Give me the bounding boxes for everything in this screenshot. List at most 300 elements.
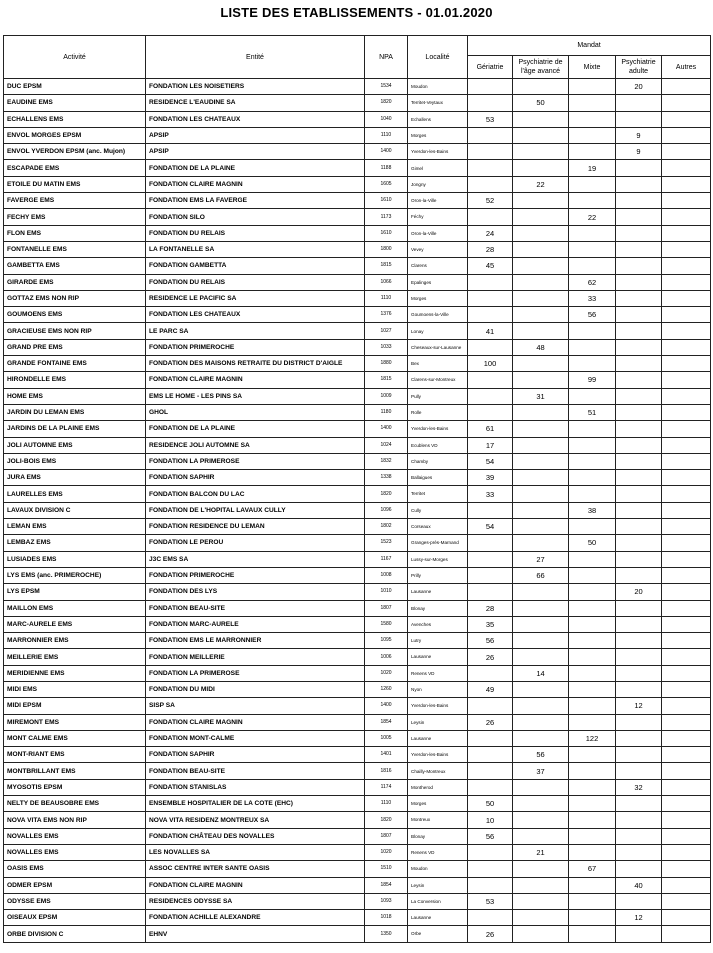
- table-row: [4, 209, 711, 225]
- psychiatrie-adulte-cell: [616, 861, 662, 877]
- table-row: [4, 258, 711, 274]
- npa-cell: 1174: [365, 779, 408, 795]
- psychiatrie-age-avance-cell: 31: [513, 388, 569, 404]
- npa-cell: 1096: [365, 502, 408, 518]
- mixte-cell: 19: [569, 160, 616, 176]
- entite-cell: FONDATION LA PRIMEROSE: [146, 453, 365, 469]
- autres-cell: [662, 193, 711, 209]
- psychiatrie-age-avance-cell: [513, 241, 569, 257]
- mixte-cell: 38: [569, 502, 616, 518]
- geriatrie-cell: 49: [468, 681, 513, 697]
- activite-cell: LYS EPSM: [4, 584, 146, 600]
- psychiatrie-adulte-cell: [616, 193, 662, 209]
- psychiatrie-age-avance-cell: [513, 193, 569, 209]
- autres-cell: [662, 519, 711, 535]
- localite-cell: Corseaux: [408, 519, 468, 535]
- geriatrie-cell: 53: [468, 893, 513, 909]
- npa-cell: 1610: [365, 225, 408, 241]
- localite-cell: Lausanne: [408, 584, 468, 600]
- npa-cell: 1024: [365, 437, 408, 453]
- mixte-cell: [569, 79, 616, 95]
- psychiatrie-age-avance-cell: 50: [513, 95, 569, 111]
- psychiatrie-adulte-cell: [616, 600, 662, 616]
- localite-cell: Pully: [408, 388, 468, 404]
- entite-cell: FONDATION STANISLAS: [146, 779, 365, 795]
- autres-cell: [662, 747, 711, 763]
- entite-cell: ENSEMBLE HOSPITALIER DE LA COTE (EHC): [146, 796, 365, 812]
- psychiatrie-adulte-cell: [616, 730, 662, 746]
- psychiatrie-adulte-cell: [616, 502, 662, 518]
- mixte-cell: 56: [569, 307, 616, 323]
- activite-cell: LAURELLES EMS: [4, 486, 146, 502]
- table-row: [4, 486, 711, 502]
- autres-cell: [662, 633, 711, 649]
- mixte-cell: [569, 519, 616, 535]
- entite-cell: FONDATION BALCON DU LAC: [146, 486, 365, 502]
- entite-cell: FONDATION GAMBETTA: [146, 258, 365, 274]
- autres-cell: [662, 828, 711, 844]
- table-row: [4, 633, 711, 649]
- localite-cell: Cully: [408, 502, 468, 518]
- activite-cell: JURA EMS: [4, 470, 146, 486]
- npa-cell: 1005: [365, 730, 408, 746]
- localite-cell: Morges: [408, 796, 468, 812]
- activite-cell: ENVOL YVERDON EPSM (anc. Mujon): [4, 144, 146, 160]
- geriatrie-cell: [468, 95, 513, 111]
- localite-cell: Féchy: [408, 209, 468, 225]
- geriatrie-cell: 56: [468, 633, 513, 649]
- psychiatrie-age-avance-cell: [513, 926, 569, 942]
- localite-cell: Jongny: [408, 176, 468, 192]
- psychiatrie-age-avance-cell: 66: [513, 567, 569, 583]
- table-row: [4, 584, 711, 600]
- localite-cell: Leysin: [408, 714, 468, 730]
- localite-cell: Yverdon-les-Bains: [408, 747, 468, 763]
- activite-cell: LYS EMS (anc. PRIMEROCHE): [4, 567, 146, 583]
- geriatrie-cell: 24: [468, 225, 513, 241]
- geriatrie-cell: 33: [468, 486, 513, 502]
- psychiatrie-adulte-cell: [616, 176, 662, 192]
- npa-cell: 1093: [365, 893, 408, 909]
- autres-cell: [662, 877, 711, 893]
- psychiatrie-age-avance-cell: [513, 616, 569, 632]
- npa-cell: 1820: [365, 95, 408, 111]
- localite-cell: Clarens-sur-Montreux: [408, 372, 468, 388]
- mixte-cell: [569, 388, 616, 404]
- entite-cell: FONDATION LES CHATEAUX: [146, 307, 365, 323]
- table-row: [4, 356, 711, 372]
- autres-cell: [662, 649, 711, 665]
- psychiatrie-age-avance-cell: [513, 649, 569, 665]
- autres-cell: [662, 665, 711, 681]
- autres-cell: [662, 486, 711, 502]
- geriatrie-cell: 54: [468, 453, 513, 469]
- autres-cell: [662, 176, 711, 192]
- psychiatrie-adulte-cell: [616, 535, 662, 551]
- npa-cell: 1173: [365, 209, 408, 225]
- psychiatrie-age-avance-cell: [513, 470, 569, 486]
- psychiatrie-adulte-cell: [616, 812, 662, 828]
- mixte-cell: [569, 111, 616, 127]
- activite-cell: GOTTAZ EMS NON RIP: [4, 290, 146, 306]
- psychiatrie-age-avance-cell: [513, 356, 569, 372]
- psychiatrie-age-avance-cell: [513, 828, 569, 844]
- table-row: [4, 372, 711, 388]
- psychiatrie-adulte-cell: [616, 421, 662, 437]
- localite-cell: Oron-la-Ville: [408, 225, 468, 241]
- mixte-cell: [569, 698, 616, 714]
- activite-cell: GRACIEUSE EMS NON RIP: [4, 323, 146, 339]
- geriatrie-cell: [468, 144, 513, 160]
- mixte-cell: [569, 633, 616, 649]
- mixte-cell: [569, 877, 616, 893]
- header-autres: Autres: [662, 56, 711, 79]
- mixte-cell: [569, 796, 616, 812]
- geriatrie-cell: [468, 339, 513, 355]
- table-row: [4, 388, 711, 404]
- autres-cell: [662, 79, 711, 95]
- mixte-cell: [569, 747, 616, 763]
- table-row: [4, 241, 711, 257]
- table-row: [4, 274, 711, 290]
- autres-cell: [662, 584, 711, 600]
- psychiatrie-adulte-cell: [616, 893, 662, 909]
- npa-cell: 1008: [365, 567, 408, 583]
- localite-cell: Yverdon-les-Bains: [408, 421, 468, 437]
- activite-cell: ESCAPADE EMS: [4, 160, 146, 176]
- psychiatrie-adulte-cell: [616, 453, 662, 469]
- geriatrie-cell: [468, 584, 513, 600]
- activite-cell: ENVOL MORGES EPSM: [4, 127, 146, 143]
- header-npa: NPA: [365, 36, 408, 79]
- localite-cell: La Conversion: [408, 893, 468, 909]
- table-row: [4, 649, 711, 665]
- psychiatrie-adulte-cell: [616, 681, 662, 697]
- mixte-cell: [569, 763, 616, 779]
- psychiatrie-age-avance-cell: [513, 535, 569, 551]
- npa-cell: 1260: [365, 681, 408, 697]
- psychiatrie-adulte-cell: 12: [616, 910, 662, 926]
- npa-cell: 1040: [365, 111, 408, 127]
- table-row: [4, 698, 711, 714]
- geriatrie-cell: [468, 290, 513, 306]
- autres-cell: [662, 209, 711, 225]
- activite-cell: NOVA VITA EMS NON RIP: [4, 812, 146, 828]
- npa-cell: 1066: [365, 274, 408, 290]
- mixte-cell: 50: [569, 535, 616, 551]
- mixte-cell: [569, 258, 616, 274]
- psychiatrie-adulte-cell: [616, 551, 662, 567]
- psychiatrie-adulte-cell: [616, 225, 662, 241]
- npa-cell: 1188: [365, 160, 408, 176]
- table-row: [4, 502, 711, 518]
- mixte-cell: 67: [569, 861, 616, 877]
- npa-cell: 1110: [365, 127, 408, 143]
- mixte-cell: [569, 144, 616, 160]
- activite-cell: NOVALLES EMS: [4, 844, 146, 860]
- geriatrie-cell: 10: [468, 812, 513, 828]
- activite-cell: LEMAN EMS: [4, 519, 146, 535]
- activite-cell: OISEAUX EPSM: [4, 910, 146, 926]
- entite-cell: FONDATION DE LA PLAINE: [146, 421, 365, 437]
- npa-cell: 1832: [365, 453, 408, 469]
- psychiatrie-adulte-cell: [616, 649, 662, 665]
- autres-cell: [662, 453, 711, 469]
- psychiatrie-adulte-cell: [616, 372, 662, 388]
- activite-cell: ODYSSE EMS: [4, 893, 146, 909]
- autres-cell: [662, 763, 711, 779]
- psychiatrie-age-avance-cell: [513, 111, 569, 127]
- mixte-cell: [569, 339, 616, 355]
- npa-cell: 1523: [365, 535, 408, 551]
- table-row: [4, 730, 711, 746]
- npa-cell: 1006: [365, 649, 408, 665]
- localite-cell: Morges: [408, 127, 468, 143]
- npa-cell: 1009: [365, 388, 408, 404]
- activite-cell: GIRARDE EMS: [4, 274, 146, 290]
- localite-cell: Renens VD: [408, 844, 468, 860]
- psychiatrie-adulte-cell: 40: [616, 877, 662, 893]
- autres-cell: [662, 502, 711, 518]
- establishments-table: [3, 35, 711, 943]
- activite-cell: JOLI AUTOMNE EMS: [4, 437, 146, 453]
- psychiatrie-adulte-cell: [616, 111, 662, 127]
- geriatrie-cell: [468, 307, 513, 323]
- header-activite: Activité: [4, 36, 146, 79]
- psychiatrie-adulte-cell: 9: [616, 127, 662, 143]
- entite-cell: FONDATION CLAIRE MAGNIN: [146, 877, 365, 893]
- psychiatrie-age-avance-cell: [513, 144, 569, 160]
- psychiatrie-adulte-cell: [616, 356, 662, 372]
- table-row: [4, 926, 711, 942]
- activite-cell: MEILLERIE EMS: [4, 649, 146, 665]
- table-body: [4, 79, 711, 943]
- npa-cell: 1018: [365, 910, 408, 926]
- psychiatrie-age-avance-cell: 37: [513, 763, 569, 779]
- entite-cell: FONDATION LES NOISETIERS: [146, 79, 365, 95]
- geriatrie-cell: 28: [468, 241, 513, 257]
- entite-cell: LA FONTANELLE SA: [146, 241, 365, 257]
- psychiatrie-age-avance-cell: [513, 437, 569, 453]
- geriatrie-cell: 52: [468, 193, 513, 209]
- psychiatrie-adulte-cell: 32: [616, 779, 662, 795]
- header-entite: Entité: [146, 36, 365, 79]
- npa-cell: 1816: [365, 763, 408, 779]
- mixte-cell: [569, 95, 616, 111]
- table-row: [4, 779, 711, 795]
- mixte-cell: [569, 225, 616, 241]
- activite-cell: HIRONDELLE EMS: [4, 372, 146, 388]
- activite-cell: MARRONNIER EMS: [4, 633, 146, 649]
- geriatrie-cell: [468, 176, 513, 192]
- localite-cell: Oron-la-Ville: [408, 193, 468, 209]
- geriatrie-cell: [468, 127, 513, 143]
- localite-cell: Goumoens-la-Ville: [408, 307, 468, 323]
- psychiatrie-age-avance-cell: [513, 600, 569, 616]
- npa-cell: 1095: [365, 633, 408, 649]
- autres-cell: [662, 290, 711, 306]
- psychiatrie-adulte-cell: [616, 290, 662, 306]
- entite-cell: LE PARC SA: [146, 323, 365, 339]
- mixte-cell: [569, 926, 616, 942]
- table-row: [4, 225, 711, 241]
- header-localite: Localité: [408, 36, 468, 79]
- psychiatrie-age-avance-cell: [513, 290, 569, 306]
- activite-cell: MIREMONT EMS: [4, 714, 146, 730]
- psychiatrie-age-avance-cell: [513, 404, 569, 420]
- activite-cell: DUC EPSM: [4, 79, 146, 95]
- activite-cell: GOUMOENS EMS: [4, 307, 146, 323]
- npa-cell: 1180: [365, 404, 408, 420]
- localite-cell: Renens VD: [408, 665, 468, 681]
- table-row: [4, 339, 711, 355]
- table-row: [4, 877, 711, 893]
- localite-cell: Lausanne: [408, 910, 468, 926]
- activite-cell: GAMBETTA EMS: [4, 258, 146, 274]
- autres-cell: [662, 714, 711, 730]
- geriatrie-cell: [468, 372, 513, 388]
- activite-cell: MERIDIENNE EMS: [4, 665, 146, 681]
- geriatrie-cell: [468, 779, 513, 795]
- mixte-cell: 33: [569, 290, 616, 306]
- psychiatrie-adulte-cell: 20: [616, 584, 662, 600]
- npa-cell: 1110: [365, 796, 408, 812]
- mixte-cell: [569, 470, 616, 486]
- npa-cell: 1110: [365, 290, 408, 306]
- localite-cell: Avenches: [408, 616, 468, 632]
- entite-cell: GHOL: [146, 404, 365, 420]
- autres-cell: [662, 698, 711, 714]
- header-geriatrie: Gériatrie: [468, 56, 513, 79]
- npa-cell: 1510: [365, 861, 408, 877]
- entite-cell: J3C EMS SA: [146, 551, 365, 567]
- psychiatrie-adulte-cell: [616, 307, 662, 323]
- psychiatrie-age-avance-cell: 21: [513, 844, 569, 860]
- table-row: [4, 893, 711, 909]
- localite-cell: Epalinges: [408, 274, 468, 290]
- psychiatrie-adulte-cell: [616, 160, 662, 176]
- table-row: [4, 127, 711, 143]
- autres-cell: [662, 861, 711, 877]
- entite-cell: RESIDENCE L'EAUDINE SA: [146, 95, 365, 111]
- localite-cell: Blonay: [408, 828, 468, 844]
- mixte-cell: [569, 551, 616, 567]
- geriatrie-cell: [468, 79, 513, 95]
- autres-cell: [662, 779, 711, 795]
- table-row: [4, 747, 711, 763]
- mixte-cell: [569, 665, 616, 681]
- psychiatrie-adulte-cell: [616, 665, 662, 681]
- autres-cell: [662, 730, 711, 746]
- table-row: [4, 421, 711, 437]
- geriatrie-cell: [468, 763, 513, 779]
- mixte-cell: [569, 812, 616, 828]
- npa-cell: 1534: [365, 79, 408, 95]
- psychiatrie-age-avance-cell: [513, 79, 569, 95]
- header-psychiatrie-adulte: Psychiatrie adulte: [616, 56, 662, 79]
- npa-cell: 1033: [365, 339, 408, 355]
- activite-cell: MAILLON EMS: [4, 600, 146, 616]
- localite-cell: Lausanne: [408, 730, 468, 746]
- entite-cell: FONDATION CLAIRE MAGNIN: [146, 176, 365, 192]
- geriatrie-cell: 26: [468, 714, 513, 730]
- psychiatrie-adulte-cell: [616, 323, 662, 339]
- npa-cell: 1020: [365, 665, 408, 681]
- geriatrie-cell: [468, 730, 513, 746]
- psychiatrie-age-avance-cell: 56: [513, 747, 569, 763]
- geriatrie-cell: [468, 665, 513, 681]
- autres-cell: [662, 616, 711, 632]
- entite-cell: FONDATION CLAIRE MAGNIN: [146, 372, 365, 388]
- entite-cell: FONDATION CHÂTEAU DES NOVALLES: [146, 828, 365, 844]
- table-row: [4, 193, 711, 209]
- table-row: [4, 763, 711, 779]
- geriatrie-cell: 50: [468, 796, 513, 812]
- activite-cell: LEMBAZ EMS: [4, 535, 146, 551]
- autres-cell: [662, 437, 711, 453]
- geriatrie-cell: [468, 698, 513, 714]
- npa-cell: 1815: [365, 372, 408, 388]
- geriatrie-cell: 41: [468, 323, 513, 339]
- mixte-cell: [569, 681, 616, 697]
- psychiatrie-age-avance-cell: [513, 160, 569, 176]
- geriatrie-cell: [468, 567, 513, 583]
- npa-cell: 1580: [365, 616, 408, 632]
- geriatrie-cell: 54: [468, 519, 513, 535]
- localite-cell: Cheseaux-sur-Lausanne: [408, 339, 468, 355]
- entite-cell: FONDATION EMS LA FAVERGE: [146, 193, 365, 209]
- geriatrie-cell: [468, 747, 513, 763]
- npa-cell: 1167: [365, 551, 408, 567]
- psychiatrie-age-avance-cell: [513, 502, 569, 518]
- localite-cell: Yverdon-les-Bains: [408, 698, 468, 714]
- psychiatrie-age-avance-cell: [513, 681, 569, 697]
- activite-cell: HOME EMS: [4, 388, 146, 404]
- table-row: [4, 323, 711, 339]
- mixte-cell: [569, 714, 616, 730]
- mixte-cell: 62: [569, 274, 616, 290]
- autres-cell: [662, 812, 711, 828]
- table-row: [4, 176, 711, 192]
- localite-cell: Orbe: [408, 926, 468, 942]
- npa-cell: 1807: [365, 828, 408, 844]
- entite-cell: FONDATION DU RELAIS: [146, 274, 365, 290]
- activite-cell: LAVAUX DIVISION C: [4, 502, 146, 518]
- autres-cell: [662, 339, 711, 355]
- localite-cell: Vevey: [408, 241, 468, 257]
- localite-cell: Bex: [408, 356, 468, 372]
- geriatrie-cell: [468, 388, 513, 404]
- psychiatrie-age-avance-cell: 14: [513, 665, 569, 681]
- localite-cell: Lausanne: [408, 649, 468, 665]
- activite-cell: LUSIADES EMS: [4, 551, 146, 567]
- psychiatrie-age-avance-cell: [513, 584, 569, 600]
- localite-cell: Blonay: [408, 600, 468, 616]
- mixte-cell: [569, 437, 616, 453]
- npa-cell: 1807: [365, 600, 408, 616]
- mixte-cell: 122: [569, 730, 616, 746]
- npa-cell: 1376: [365, 307, 408, 323]
- autres-cell: [662, 225, 711, 241]
- localite-cell: Clarens: [408, 258, 468, 274]
- activite-cell: ORBE DIVISION C: [4, 926, 146, 942]
- psychiatrie-adulte-cell: [616, 828, 662, 844]
- localite-cell: Morges: [408, 290, 468, 306]
- header-psychiatrie-age-avance: Psychiatrie de l'âge avancé: [513, 56, 569, 79]
- table-row: [4, 437, 711, 453]
- psychiatrie-age-avance-cell: [513, 453, 569, 469]
- localite-cell: Lonay: [408, 323, 468, 339]
